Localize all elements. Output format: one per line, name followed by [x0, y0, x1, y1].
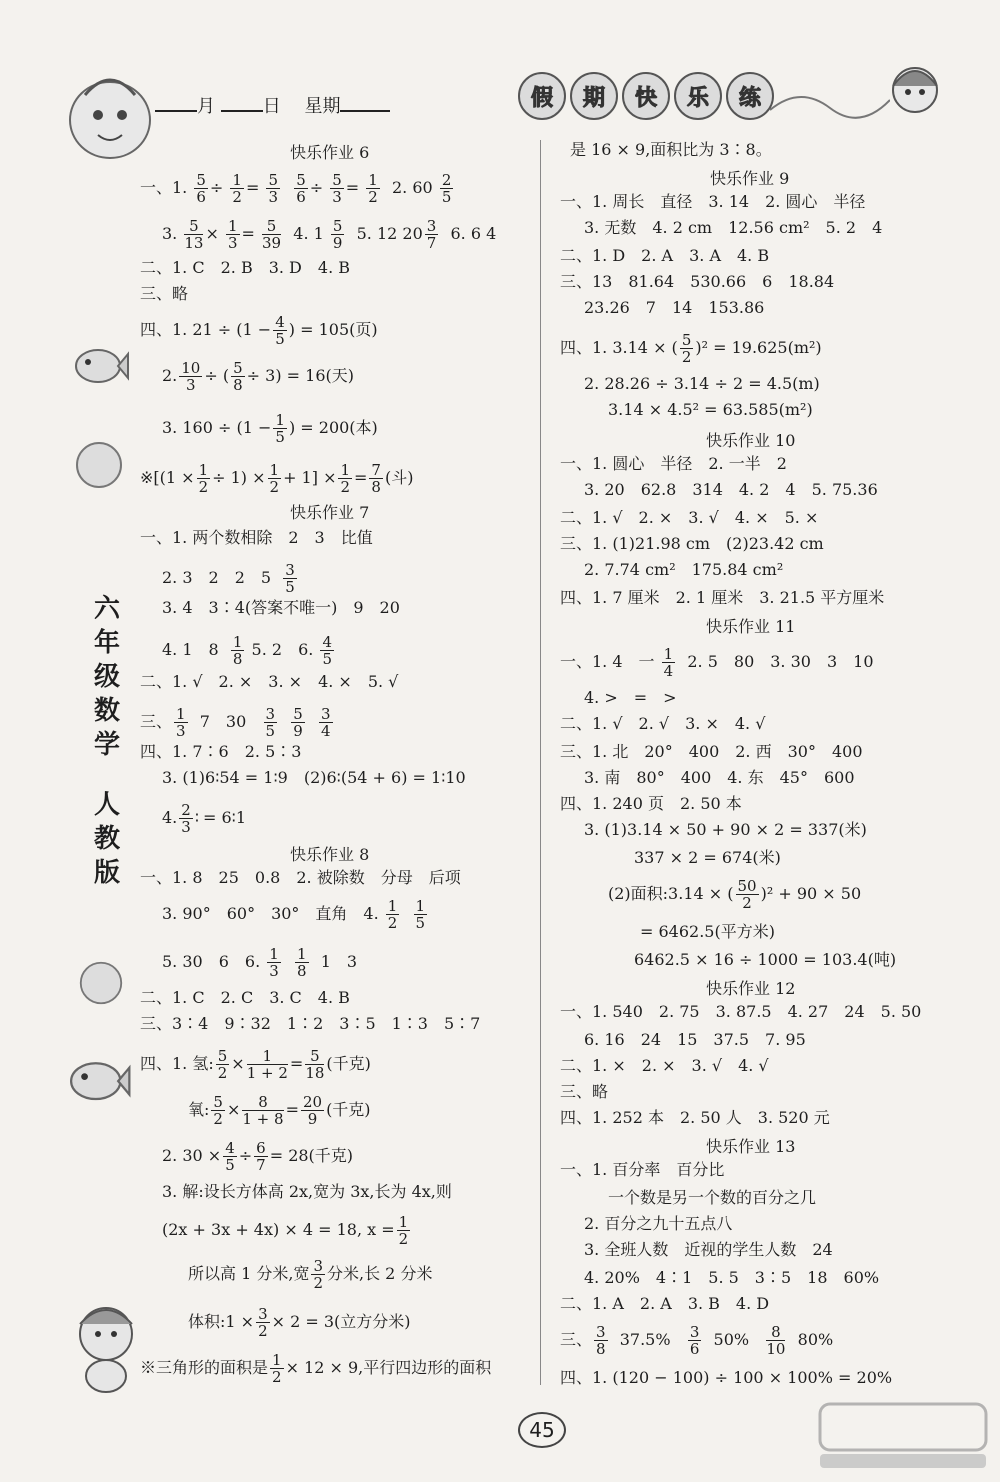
hw6-line3: 二、1. C 2. B 3. D 4. B: [140, 258, 350, 277]
fraction: [226, 218, 240, 251]
fraction-denominator: 3: [176, 722, 186, 740]
fraction-denominator: 2: [398, 1230, 409, 1248]
fraction: [262, 218, 281, 251]
fraction-numerator: 1: [398, 1213, 409, 1231]
hw13-line2: 一个数是另一个数的百分之几: [608, 1188, 817, 1207]
fraction-numerator: 3: [313, 1257, 323, 1275]
fraction: [331, 218, 345, 251]
date-line: 月 日 星期: [155, 92, 390, 118]
fraction-numerator: 4: [225, 1139, 235, 1157]
fraction: [594, 1324, 608, 1357]
fraction: [294, 172, 308, 205]
cartoon-girl-icon: [880, 56, 950, 136]
fraction-numerator: 20: [302, 1093, 323, 1111]
hw11-line8: 337 × 2 = 674(米): [634, 848, 781, 867]
hw9-title: 快乐作业 9: [710, 169, 790, 188]
fraction-numerator: 1: [269, 945, 279, 963]
banner-char: 练: [726, 72, 774, 120]
fraction-denominator: 3: [227, 234, 238, 252]
fraction-numerator: 5: [233, 359, 243, 377]
fraction-denominator: 2: [272, 1368, 282, 1386]
fish-icon: [62, 1052, 134, 1108]
hw8-line7: 氧: $\frac{5}{2}$ × $\frac{8}{1 + 8}$ = $\frac{20}{9}$ (千克): [188, 1093, 371, 1128]
hw7-line6: 三、 $\frac{1}{3}$ 7 30 $\frac{3}{5}$ $\frac{5}{9}$ $\frac{3}{4}$: [140, 705, 331, 740]
fraction-denominator: 8: [232, 650, 243, 668]
hw10-line5: 2. 7.74 cm² 175.84 cm²: [584, 560, 784, 579]
hw7-line8: 3. (1)6∶54 = 1∶9 (2)6∶(54 + 6) = 1∶10: [162, 768, 466, 787]
hw13-line6: 二、1. A 2. A 3. B 4. D: [560, 1294, 770, 1313]
fraction-denominator: 2: [258, 1322, 268, 1340]
fraction-numerator: 5: [296, 171, 306, 189]
fraction: [247, 1048, 288, 1081]
fraction-numerator: 3: [689, 1323, 700, 1341]
fraction-denominator: 5: [285, 578, 295, 596]
fraction-numerator: 1: [340, 461, 351, 479]
fraction-denominator: 5: [275, 428, 285, 446]
fraction-denominator: 2: [340, 478, 351, 496]
fraction-numerator: 10: [181, 359, 201, 377]
hw9-line2: 3. 无数 4. 2 cm 12.56 cm² 5. 2 4: [584, 218, 883, 237]
column-divider: [540, 140, 541, 1385]
hw6-line1: 一、1. $\frac{5}{6}$ ÷ $\frac{1}{2}$ = $\frac{5}{3}$ $\frac{5}{6}$ ÷ $\frac{5}{3}$ = $\frac{1}{2}$ 2. 60 $\frac{2}{5}$: [140, 171, 452, 206]
fraction-numerator: 3: [258, 1305, 268, 1323]
hw6-line2: 3. $\frac{5}{13}$ × $\frac{1}{3}$ = $\frac{5}{39}$ 4. 1 $\frac{5}{9}$ 5. 12 20 $\frac{3}{7}$ 6. 6 4: [162, 217, 497, 252]
hw8-line8: 2. 30 × $\frac{4}{5}$ ÷ $\frac{6}{7}$ = 28(千克): [162, 1139, 354, 1174]
fraction: [414, 898, 428, 931]
fraction-denominator: 2: [742, 894, 752, 912]
fraction-denominator: 5: [275, 330, 285, 348]
hw12-line5: 四、1. 252 本 2. 50 人 3. 520 元: [560, 1108, 830, 1127]
banner-title: [518, 72, 774, 120]
fraction: [320, 634, 334, 667]
hw9-line6: 四、1. 3.14 × ( $\frac{5}{2}$ )² = 19.625(m²): [560, 331, 822, 366]
fraction: [194, 172, 208, 205]
fraction-numerator: 1: [415, 897, 426, 915]
hw7-line4: 4. 1 8 $\frac{1}{8}$ 5. 2 6. $\frac{4}{5}$: [162, 633, 332, 668]
fraction-denominator: 39: [262, 234, 282, 252]
hw7-line7: 四、1. 7∶6 2. 5∶3: [140, 742, 302, 761]
hw6-line5: 四、1. 21 ÷ (1 − $\frac{4}{5}$ ) = 105(页): [140, 313, 378, 348]
fraction-denominator: 8: [371, 478, 381, 496]
fraction-denominator: 3: [186, 376, 196, 394]
fraction: [266, 172, 280, 205]
fraction: [179, 360, 202, 393]
hw11-line10: = 6462.5(平方米): [640, 922, 775, 941]
fraction-numerator: 5: [681, 331, 692, 349]
hw13-line1: 一、1. 百分率 百分比: [560, 1160, 725, 1179]
fraction-numerator: 1: [232, 171, 242, 189]
hw10-line2: 3. 20 62.8 314 4. 2 4 5. 75.36: [584, 480, 878, 499]
fraction-denominator: 6: [196, 188, 206, 206]
fraction-denominator: 2: [232, 188, 242, 206]
fraction-numerator: 5: [293, 705, 303, 723]
hw8-line10: (2x + 3x + 4x) × 4 = 18, x = $\frac{1}{2}$: [162, 1213, 409, 1248]
fraction-numerator: 50: [737, 877, 757, 895]
fraction: [766, 1324, 785, 1357]
fraction: [397, 1214, 411, 1247]
fraction: [267, 946, 281, 979]
hw10-line3: 二、1. √ 2. × 3. √ 4. × 5. ×: [560, 508, 819, 527]
hw8-line5: 三、3∶4 9∶32 1∶2 3∶5 1∶3 5∶7: [140, 1014, 481, 1033]
fraction-denominator: 7: [256, 1156, 266, 1174]
hw9-line7: 2. 28.26 ÷ 3.14 ÷ 2 = 4.5(m): [584, 374, 820, 393]
fraction-denominator: 18: [305, 1064, 325, 1082]
hw11-line6: 四、1. 240 页 2. 50 本: [560, 794, 742, 813]
fraction: [319, 706, 333, 739]
fraction-denominator: 6: [296, 188, 306, 206]
fraction-numerator: 1: [663, 645, 674, 663]
fraction-numerator: 8: [766, 1324, 785, 1341]
hw6-title: 快乐作业 6: [290, 143, 370, 162]
hw8-line1: 一、1. 8 25 0.8 2. 被除数 分母 后项: [140, 868, 461, 887]
fraction: [369, 462, 383, 495]
continued-text: 是 16 × 9,面积比为 3∶8。: [570, 140, 772, 159]
fraction-numerator: 1: [272, 1351, 282, 1369]
hw8-line4: 二、1. C 2. C 3. C 4. B: [140, 988, 350, 1007]
hw12-line4: 三、略: [560, 1082, 609, 1101]
fraction-numerator: 1: [275, 411, 285, 429]
hw11-line1: 一、1. 4 一 $\frac{1}{4}$ 2. 5 80 3. 30 3 10: [560, 645, 874, 680]
fraction: [688, 1324, 702, 1357]
hw8-line9: 3. 解:设长方体高 2x,宽为 3x,长为 4x,则: [162, 1182, 452, 1201]
fraction: [254, 1140, 268, 1173]
fraction-denominator: 5: [415, 914, 426, 932]
fraction: [184, 218, 203, 251]
hw13-line3: 2. 百分之九十五点八: [584, 1214, 733, 1233]
fraction-numerator: 5: [213, 1093, 223, 1111]
hw11-line5: 3. 南 80° 400 4. 东 45° 600: [584, 768, 855, 787]
hw7-line2: 2. 3 2 2 5 $\frac{3}{5}$: [162, 561, 295, 596]
hw8-line2: 3. 90° 60° 30° 直角 4. $\frac{1}{2}$ $\frac{1}{5}$: [162, 897, 426, 932]
fraction: [291, 706, 305, 739]
hw10-line1: 一、1. 圆心 半径 2. 一半 2: [560, 454, 787, 473]
cartoon-mascot-icon: [60, 60, 160, 170]
fraction-denominator: 3: [332, 188, 342, 206]
fraction-denominator: 9: [332, 234, 343, 252]
fraction-denominator: 5: [265, 722, 276, 740]
fraction-denominator: 6: [689, 1340, 700, 1358]
fraction-numerator: 3: [285, 561, 295, 579]
hw11-line11: 6462.5 × 16 ÷ 1000 = 103.4(吨): [634, 950, 897, 969]
cartoon-dog-icon: [66, 1296, 146, 1396]
fraction-denominator: 2: [313, 1274, 323, 1292]
hw6-line6: 2. $\frac{10}{3}$ ÷ ( $\frac{5}{8}$ ÷ 3) = 16(天): [162, 359, 354, 394]
hw10-line4: 三、1. (1)21.98 cm (2)23.42 cm: [560, 534, 824, 553]
watermark-logo-icon: [818, 1400, 988, 1472]
banner-char: 乐: [674, 72, 722, 120]
hw9-line5: 23.26 7 14 153.86: [584, 298, 765, 317]
fraction-denominator: 7: [426, 234, 437, 252]
fraction: [338, 462, 352, 495]
hw13-title: 快乐作业 13: [706, 1137, 796, 1156]
hw13-line5: 4. 20% 4∶1 5. 5 3∶5 18 60%: [584, 1268, 880, 1287]
fraction: [231, 360, 245, 393]
fraction-denominator: 5: [225, 1156, 235, 1174]
fraction-denominator: 5: [322, 650, 332, 668]
hw12-title: 快乐作业 12: [706, 979, 796, 998]
fraction: [270, 1352, 284, 1385]
fraction: [330, 172, 344, 205]
fraction-numerator: 1: [368, 171, 378, 189]
fraction: [301, 1094, 324, 1127]
fraction-denominator: 1 + 8: [242, 1110, 284, 1128]
hw6-line4: 三、略: [140, 284, 189, 303]
fraction: [264, 706, 278, 739]
fraction-numerator: 1: [387, 897, 398, 915]
hw9-line8: 3.14 × 4.5² = 63.585(m²): [608, 400, 813, 419]
fraction-numerator: 1: [247, 1048, 288, 1065]
fraction-denominator: 8: [233, 376, 243, 394]
fraction-numerator: 1: [296, 945, 307, 963]
fraction: [242, 1094, 283, 1127]
fraction: [223, 1140, 237, 1173]
hw11-line7: 3. (1)3.14 × 50 + 90 × 2 = 337(米): [584, 820, 867, 839]
hw9-line4: 三、13 81.64 530.66 6 18.84: [560, 272, 835, 291]
fraction-denominator: 2: [387, 914, 398, 932]
hw13-line7: 三、 $\frac{3}{8}$ 37.5% $\frac{3}{6}$ 50% $\frac{8}{10}$ 80%: [560, 1323, 834, 1358]
fraction-numerator: 5: [262, 218, 281, 235]
hw7-line9: 4. $\frac{2}{3}$ ∶ = 6∶1: [162, 801, 246, 836]
fraction: [231, 634, 245, 667]
hw8-line11: 所以高 1 分米,宽 $\frac{3}{2}$ 分米,长 2 分米: [188, 1257, 433, 1292]
fraction-numerator: 5: [332, 217, 343, 235]
fraction-numerator: 1: [232, 633, 243, 651]
fraction-denominator: 3: [268, 188, 279, 206]
hw12-line2: 6. 16 24 15 37.5 7. 95: [584, 1030, 806, 1049]
fraction: [256, 1306, 270, 1339]
fraction: [174, 706, 188, 739]
hw7-line5: 二、1. √ 2. × 3. × 4. × 5. √: [140, 672, 399, 691]
fraction-numerator: 5: [196, 171, 206, 189]
hw11-title: 快乐作业 11: [706, 617, 796, 636]
fish-icon: [70, 340, 130, 390]
hw8-line6: 四、1. 氢: $\frac{5}{2}$ × $\frac{1}{1 + 2}$ = $\frac{5}{18}$ (千克): [140, 1047, 371, 1082]
fraction: [311, 1258, 325, 1291]
fraction: [268, 462, 282, 495]
vine-decoration-icon: [770, 80, 890, 130]
fraction-denominator: 1 + 2: [246, 1064, 288, 1082]
fraction: [366, 172, 380, 205]
hw7-line1: 一、1. 两个数相除 2 3 比值: [140, 528, 373, 547]
hw8-line3: 5. 30 6 6. $\frac{1}{3}$ $\frac{1}{8}$ 1 3: [162, 945, 358, 980]
fraction-numerator: 4: [275, 313, 285, 331]
fraction-denominator: 4: [320, 722, 331, 740]
fraction-denominator: 9: [307, 1110, 318, 1128]
fraction-denominator: 10: [766, 1340, 786, 1358]
hw13-line8: 四、1. (120 − 100) ÷ 100 × 100% = 20%: [560, 1368, 893, 1387]
fraction-denominator: 2: [681, 348, 692, 366]
hw8-line13: ※三角形的面积是 $\frac{1}{2}$ × 12 × 9,平行四边形的面积: [140, 1351, 492, 1386]
fraction-denominator: 3: [269, 962, 279, 980]
banner-char: 快: [622, 72, 670, 120]
fraction: [197, 462, 211, 495]
hw8-line12: 体积:1 × $\frac{3}{2}$ × 2 = 3(立方分米): [188, 1305, 411, 1340]
fraction-denominator: 2: [198, 478, 209, 496]
hw8-title: 快乐作业 8: [290, 845, 370, 864]
fraction-numerator: 4: [322, 633, 332, 651]
fraction-numerator: 1: [227, 217, 238, 235]
fraction-numerator: 3: [596, 1323, 606, 1341]
fraction-numerator: 5: [268, 171, 279, 189]
fraction-numerator: 7: [371, 461, 381, 479]
fraction-denominator: 2: [269, 478, 280, 496]
fraction-denominator: 2: [368, 188, 378, 206]
hw7-title: 快乐作业 7: [290, 503, 370, 522]
fraction: [736, 878, 759, 911]
banner-char: 假: [518, 72, 566, 120]
fraction-denominator: 4: [663, 662, 674, 680]
fraction: [386, 898, 400, 931]
fraction: [305, 1048, 324, 1081]
fraction-numerator: 1: [176, 705, 186, 723]
side-grade-title: 六 年 级 数 学 人 教 版: [93, 594, 120, 888]
ball-icon: [78, 960, 124, 1006]
fraction: [273, 314, 287, 347]
hw12-line1: 一、1. 540 2. 75 3. 87.5 4. 27 24 5. 50: [560, 1002, 922, 1021]
fraction-numerator: 5: [217, 1047, 228, 1065]
fraction: [425, 218, 439, 251]
hw9-line3: 二、1. D 2. A 3. A 4. B: [560, 246, 770, 265]
fraction-denominator: 8: [296, 962, 307, 980]
fraction-denominator: 2: [217, 1064, 228, 1082]
fraction: [283, 562, 297, 595]
hw6-line8: ※[(1 × $\frac{1}{2}$ ÷ 1) × $\frac{1}{2}$ + 1] × $\frac{1}{2}$ = $\frac{7}{8}$ (斗): [140, 461, 414, 496]
fraction: [662, 646, 676, 679]
hw11-line3: 二、1. √ 2. √ 3. × 4. √: [560, 714, 766, 733]
hw11-line4: 三、1. 北 20° 400 2. 西 30° 400: [560, 742, 863, 761]
fraction: [211, 1094, 225, 1127]
banner-char: 期: [570, 72, 618, 120]
fraction-numerator: 2: [441, 171, 452, 189]
fraction-denominator: 8: [596, 1340, 606, 1358]
ball-icon: [74, 440, 124, 490]
hw9-line1: 一、1. 周长 直径 3. 14 2. 圆心 半径: [560, 192, 866, 211]
fraction-denominator: 2: [213, 1110, 223, 1128]
fraction: [230, 172, 244, 205]
fraction: [179, 802, 193, 835]
hw10-title: 快乐作业 10: [706, 431, 796, 450]
hw13-line4: 3. 全班人数 近视的学生人数 24: [584, 1240, 833, 1259]
fraction-numerator: 5: [305, 1048, 324, 1065]
fraction-numerator: 1: [198, 461, 209, 479]
fraction-numerator: 1: [269, 461, 280, 479]
fraction-numerator: 3: [265, 705, 276, 723]
fraction-denominator: 3: [181, 818, 191, 836]
fraction: [440, 172, 454, 205]
hw12-line3: 二、1. × 2. × 3. √ 4. √: [560, 1056, 769, 1075]
fraction: [273, 412, 287, 445]
fraction-numerator: 3: [426, 217, 437, 235]
fraction-denominator: 5: [441, 188, 452, 206]
fraction-numerator: 5: [184, 218, 203, 235]
fraction-numerator: 3: [320, 705, 331, 723]
hw11-line2: 4. > = >: [584, 688, 677, 707]
fraction: [680, 332, 694, 365]
fraction-numerator: 6: [256, 1139, 266, 1157]
fraction: [295, 946, 309, 979]
fraction-denominator: 13: [184, 234, 204, 252]
hw10-line6: 四、1. 7 厘米 2. 1 厘米 3. 21.5 平方厘米: [560, 588, 885, 607]
fraction-numerator: 5: [332, 171, 342, 189]
fraction-denominator: 9: [293, 722, 303, 740]
fraction-numerator: 2: [181, 801, 191, 819]
fraction-numerator: 8: [242, 1094, 283, 1111]
hw7-line3: 3. 4 3∶4(答案不唯一) 9 20: [162, 598, 400, 617]
fraction: [216, 1048, 230, 1081]
hw11-line9: (2)面积:3.14 × ( $\frac{50}{2}$ )² + 90 × 50: [608, 877, 862, 912]
hw6-line7: 3. 160 ÷ (1 − $\frac{1}{5}$ ) = 200(本): [162, 411, 378, 446]
page-number: 45: [518, 1412, 566, 1448]
